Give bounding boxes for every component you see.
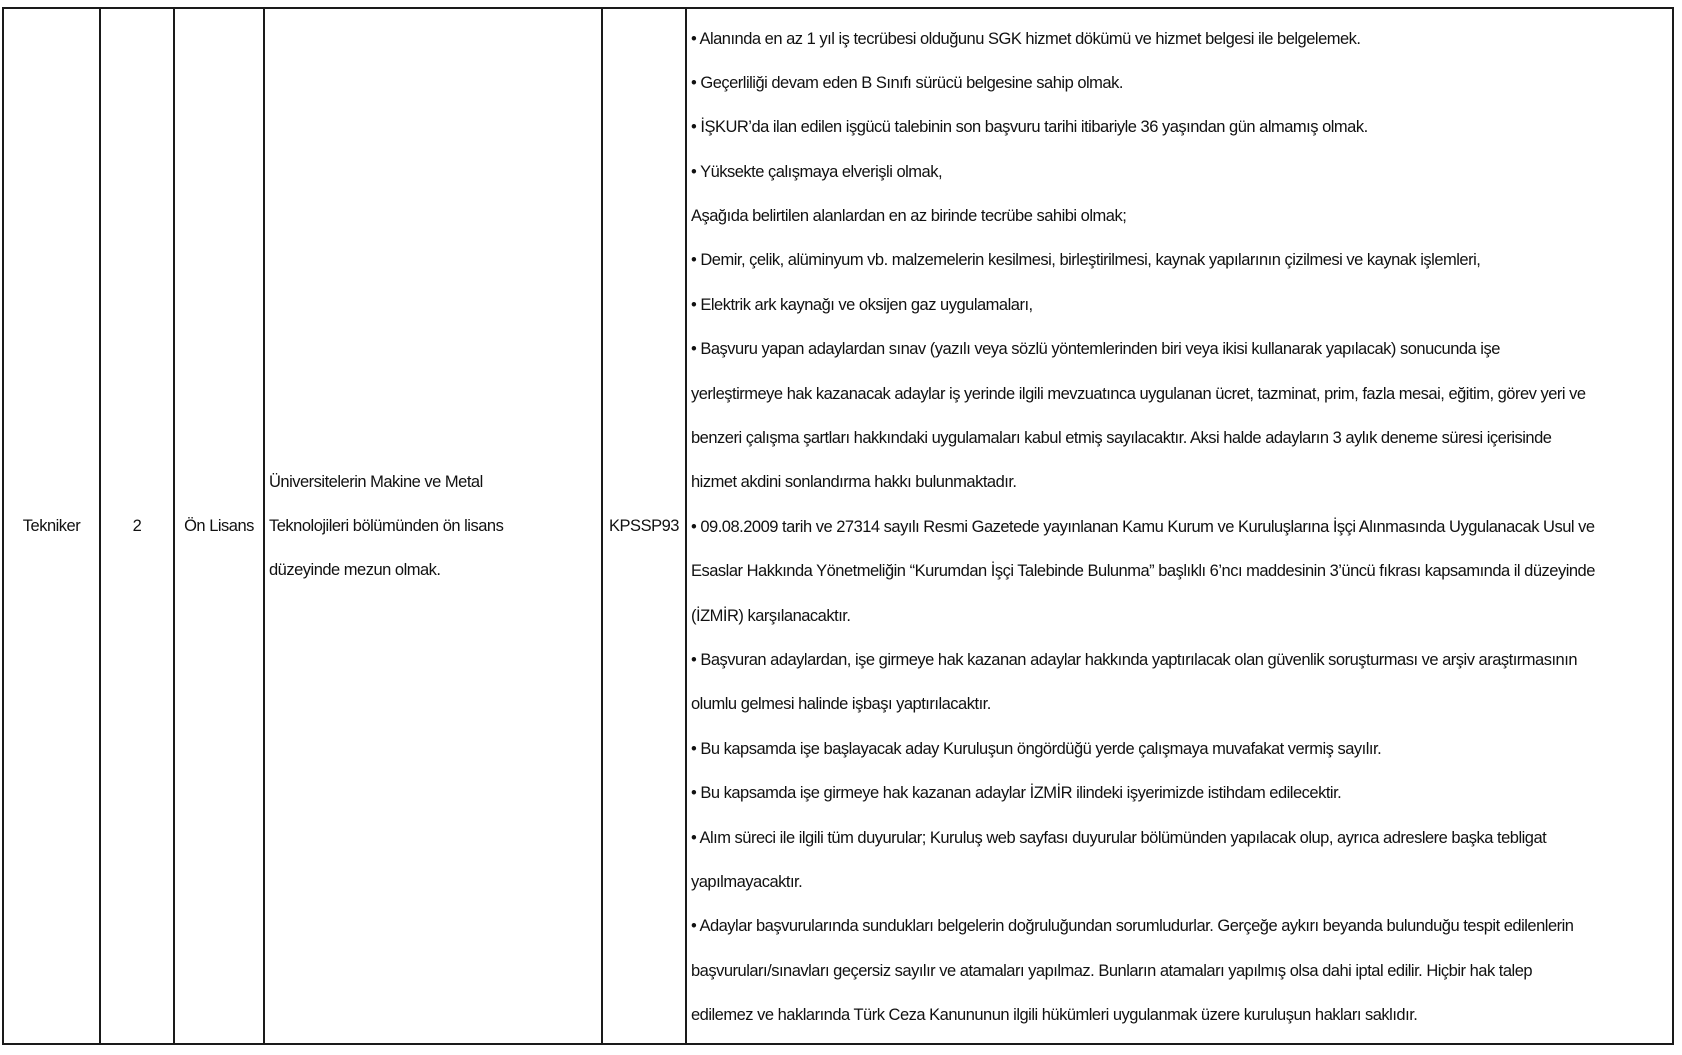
note-line: hizmet akdini sonlandırma hakkı bulunmaktadır.	[691, 473, 1017, 492]
note-line: • Demir, çelik, alüminyum vb. malzemelerin kesilmesi, birleştirilmesi, kaynak yapılarının çizilmesi ve kaynak işlemleri,	[691, 251, 1481, 270]
note-line: • Adaylar başvurularında sundukları belgelerin doğruluğundan sorumludurlar. Gerçeğe aykırı beyanda bulunduğu tespit edilenlerin	[691, 917, 1574, 936]
note-line: • Bu kapsamda işe girmeye hak kazanan adaylar İZMİR ilindeki işyerimizde istihdam edilecektir.	[691, 784, 1342, 803]
education-cell: Ön Lisans	[174, 8, 264, 1044]
note-line: • Bu kapsamda işe başlayacak aday Kuruluşun öngördüğü yerde çalışmaya muvafakat vermiş sayılır.	[691, 739, 1382, 758]
notes-cell	[686, 8, 1673, 1044]
note-line: edilemez ve haklarında Türk Ceza Kanununun ilgili hükümleri uygulanmak üzere kuruluşun hakları saklıdır.	[691, 1006, 1418, 1025]
note-line: • Alanında en az 1 yıl iş tecrübesi olduğunu SGK hizmet dökümü ve hizmet belgesi ile belgelemek.	[691, 29, 1361, 48]
note-line: (İZMİR) karşılanacaktır.	[691, 606, 851, 625]
note-line: • Başvuru yapan adaylardan sınav (yazılı veya sözlü yöntemlerinden biri veya ikisi kullanarak yapılacak) sonucunda işe	[691, 340, 1500, 359]
note-line: • Geçerliliği devam eden B Sınıfı sürücü belgesine sahip olmak.	[691, 73, 1123, 92]
count-cell: 2	[100, 8, 174, 1044]
requirement-line: Üniversitelerin Makine ve Metal	[269, 473, 483, 491]
note-line: • Alım süreci ile ilgili tüm duyurular; Kuruluş web sayfası duyurular bölümünden yapılacak olup, ayrıca adreslere başka tebligat	[691, 828, 1547, 847]
note-line: • Başvuran adaylardan, işe girmeye hak kazanan adaylar hakkında yaptırılacak olan güvenlik soruşturması ve arşiv araştırmasının	[691, 650, 1577, 669]
note-line: • Elektrik ark kaynağı ve oksijen gaz uygulamaları,	[691, 295, 1033, 314]
note-line: • Yüksekte çalışmaya elverişli olmak,	[691, 162, 943, 181]
note-line: olumlu gelmesi halinde işbaşı yaptırılacaktır.	[691, 695, 991, 714]
note-line: yapılmayacaktır.	[691, 872, 803, 891]
table-row	[3, 8, 1673, 1044]
note-line: benzeri çalışma şartları hakkındaki uygulamaları kabul etmiş sayılacaktır. Aksi halde adayların 3 aylık deneme süresi içerisinde	[691, 429, 1552, 448]
note-line: başvuruları/sınavları geçersiz sayılır ve atamaları yapılmaz. Bunların atamaları yapılmış olsa dahi iptal edilir. Hiçbir hak talep	[691, 961, 1533, 980]
note-line: • 09.08.2009 tarih ve 27314 sayılı Resmi Gazetede yayınlanan Kamu Kurum ve Kuruluşlarına İşçi Alınmasında Uygulanacak Usul ve	[691, 517, 1595, 536]
requirement-line: Teknolojileri bölümünden ön lisans	[269, 517, 504, 535]
note-line: Esaslar Hakkında Yönetmeliğin “Kurumdan İşçi Talebinde Bulunma” başlıklı 6’ncı maddesinin 3’üncü fıkrası kapsamında il düzeyinde	[691, 562, 1595, 581]
note-line: Aşağıda belirtilen alanlardan en az birinde tecrübe sahibi olmak;	[691, 207, 1127, 226]
requirement-line: düzeyinde mezun olmak.	[269, 561, 441, 579]
kpss-cell: KPSSP93	[602, 8, 686, 1044]
requirement-cell	[264, 8, 602, 1044]
job-posting-table	[2, 7, 1674, 1045]
position-cell: Tekniker	[3, 8, 100, 1044]
note-line: yerleştirmeye hak kazanacak adaylar iş yerinde ilgili mevzuatınca uygulanan ücret, tazminat, prim, fazla mesai, eğitim, görev yeri ve	[691, 384, 1586, 403]
note-line: • İŞKUR’da ilan edilen işgücü talebinin son başvuru tarihi itibariyle 36 yaşından gün almamış olmak.	[691, 118, 1368, 137]
